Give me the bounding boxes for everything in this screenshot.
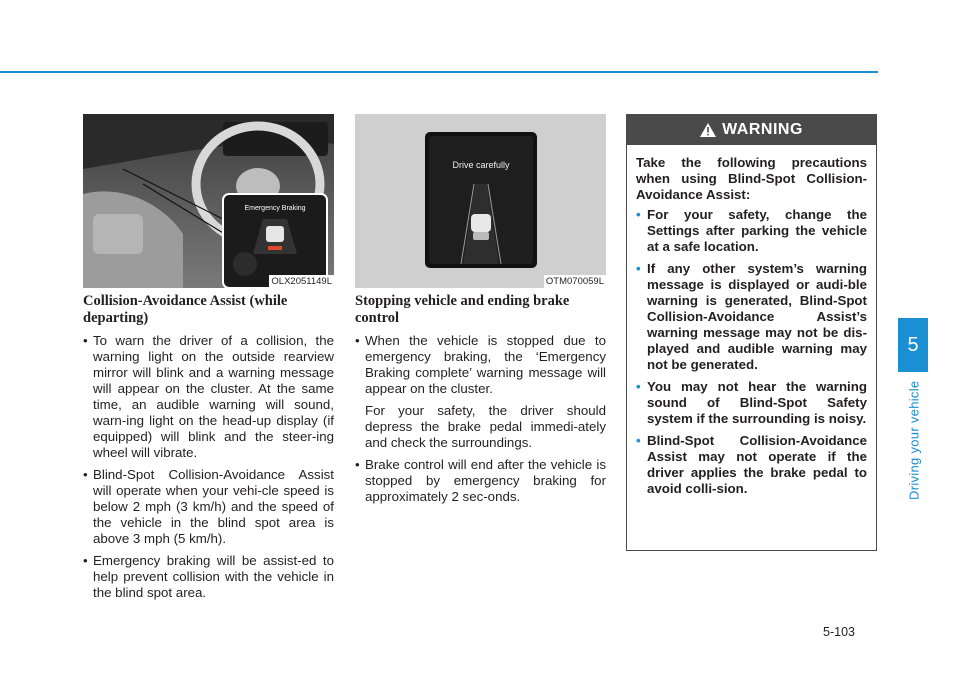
chapter-number: 5 xyxy=(907,333,919,356)
bullet-item xyxy=(355,333,606,397)
screen-message-text: Drive carefully xyxy=(452,160,510,170)
bullet-item: • To warn the driver of a collision, the warning light on the outside rearview mirror will blink and a warning message will appear on the cluster. At the same time, an audible warning will sound, warn-ing light on the head-up display (if equipped) will blink and the steer-ing wheel will vibrate. xyxy=(83,333,334,461)
warning-box xyxy=(626,114,877,551)
warning-title: WARNING xyxy=(722,121,803,138)
bullet-paragraph: For your safety, the driver should depress the brake pedal immedi-ately and check the surroundings. xyxy=(365,403,606,450)
image-code: OLX2051149L xyxy=(271,276,332,287)
section-body xyxy=(355,333,606,511)
warning-bullet: • Blind-Spot Collision-Avoidance Assist may not operate if the driver applies the brake pedal to avoid colli-sion. xyxy=(636,433,867,497)
image-code: OTM070059L xyxy=(545,276,604,287)
warning-header xyxy=(627,115,876,145)
section-body xyxy=(83,333,334,607)
dashboard-illustration xyxy=(83,114,334,288)
chapter-tab[interactable] xyxy=(898,318,928,372)
warning-intro: Take the following precautions when using Blind-Spot Collision-Avoidance Assist: xyxy=(636,155,867,202)
warning-bullet: • You may not hear the warning sound of Blind-Spot Safety system if the surrounding is noisy. xyxy=(636,379,867,427)
warning-body xyxy=(627,145,876,497)
cluster-illustration xyxy=(355,114,606,288)
cluster-photo xyxy=(355,114,606,288)
cluster-message-text: Emergency Braking xyxy=(244,205,306,212)
section-heading: Stopping vehicle and ending brake control xyxy=(355,293,570,326)
bullet-text: When the vehicle is stopped due to emergency braking, the ‘Emergency Braking complete’ warning message will appear on the cluster. xyxy=(365,333,606,396)
warning-triangle-icon xyxy=(700,123,716,137)
bullet-item: • Brake control will end after the vehicle is stopped by emergency braking for approximately 2 sec-onds. xyxy=(355,457,606,505)
header-rule xyxy=(0,71,878,73)
warning-bullet: • If any other system’s warning message is displayed or audi-ble warning is generated, Blind-Spot Collision-Avoidance Assist’s warning message may not be dis-played and audible warning may not be generated. xyxy=(636,261,867,373)
page-number: 5-103 xyxy=(823,625,855,639)
warning-bullet: • For your safety, change the Settings after parking the vehicle at a safe location. xyxy=(636,207,867,255)
section-heading: Collision-Avoidance Assist (while departing) xyxy=(83,293,288,326)
bullet-item: • Blind-Spot Collision-Avoidance Assist will operate when your vehi-cle speed is below 2 mph (3 km/h) and the speed of the vehicle in the blind spot area is above 3 mph (5 km/h). xyxy=(83,467,334,547)
chapter-label: Driving your vehicle xyxy=(906,380,922,500)
bullet-item: • Emergency braking will be assist-ed to help prevent collision with the vehicle in the blind spot area. xyxy=(83,553,334,601)
dashboard-photo xyxy=(83,114,334,288)
